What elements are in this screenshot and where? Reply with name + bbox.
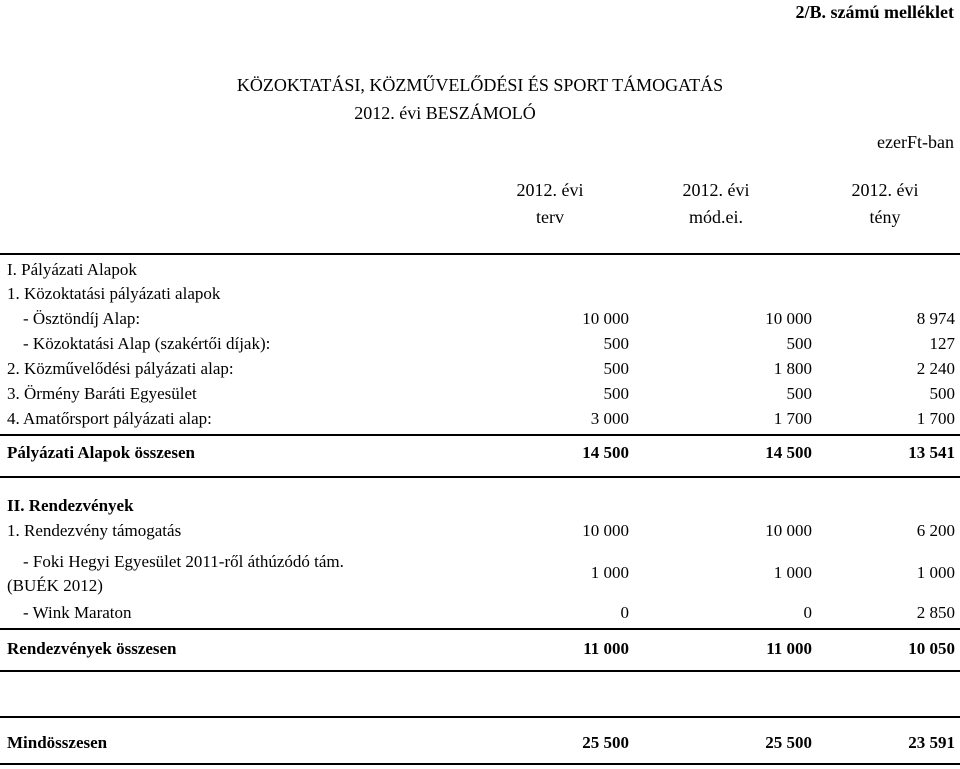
table-row bbox=[0, 409, 960, 433]
row-teny: 6 200 bbox=[916, 521, 955, 540]
divider bbox=[0, 253, 960, 255]
row-label: 4. Amatőrsport pályázati alap: bbox=[7, 409, 212, 428]
row-mod: 1 700 bbox=[773, 409, 812, 428]
section1-heading: I. Pályázati Alapok bbox=[7, 260, 137, 279]
grand-total-row bbox=[0, 733, 960, 757]
subtotal-teny: 10 050 bbox=[908, 639, 955, 658]
row-teny: 2 240 bbox=[916, 359, 955, 378]
row-mod: 500 bbox=[786, 334, 812, 353]
divider bbox=[0, 476, 960, 478]
row-terv: 500 bbox=[603, 359, 629, 378]
row-label: 2. Közművelődési pályázati alap: bbox=[7, 359, 234, 378]
row-label-continued: (BUÉK 2012) bbox=[7, 576, 103, 595]
table-row bbox=[0, 603, 960, 627]
row-label: - Ösztöndíj Alap: bbox=[23, 309, 141, 328]
col-teny-line2: tény bbox=[869, 207, 901, 227]
row-label: - Wink Maraton bbox=[23, 603, 132, 622]
row-terv: 10 000 bbox=[582, 309, 629, 328]
subtotal-teny: 13 541 bbox=[908, 443, 955, 462]
grand-total-terv: 25 500 bbox=[582, 733, 629, 752]
row-teny: 8 974 bbox=[916, 309, 955, 328]
row-terv: 10 000 bbox=[582, 521, 629, 540]
row-mod: 1 800 bbox=[773, 359, 812, 378]
page-subtitle-text: 2012. évi BESZÁMOLÓ bbox=[354, 103, 536, 123]
row-teny: 500 bbox=[929, 384, 955, 403]
row-teny: 1 000 bbox=[916, 563, 955, 582]
divider bbox=[0, 716, 960, 718]
subtotal-row bbox=[0, 639, 960, 663]
divider bbox=[0, 670, 960, 672]
table-row bbox=[0, 359, 960, 383]
subtotal-row bbox=[0, 443, 960, 467]
row-mod: 10 000 bbox=[765, 309, 812, 328]
table-row bbox=[0, 334, 960, 358]
row-teny: 1 700 bbox=[916, 409, 955, 428]
table-row bbox=[0, 309, 960, 333]
row-label: - Közoktatási Alap (szakértői díjak): bbox=[23, 334, 271, 353]
table-row bbox=[0, 552, 960, 600]
subtotal-terv: 14 500 bbox=[582, 443, 629, 462]
row-mod: 0 bbox=[803, 603, 812, 622]
row-terv: 500 bbox=[603, 384, 629, 403]
subtotal-mod: 14 500 bbox=[765, 443, 812, 462]
divider bbox=[0, 763, 960, 765]
divider bbox=[0, 628, 960, 630]
page-title: KÖZOKTATÁSI, KÖZMŰVELŐDÉSI ÉS SPORT TÁMOGATÁS bbox=[236, 75, 724, 95]
row-terv: 3 000 bbox=[590, 409, 629, 428]
grand-total-teny: 23 591 bbox=[908, 733, 955, 752]
section1-subheading: 1. Közoktatási pályázati alapok bbox=[7, 284, 221, 303]
row-terv: 500 bbox=[603, 334, 629, 353]
subtotal-mod: 11 000 bbox=[766, 639, 812, 658]
row-terv: 1 000 bbox=[590, 563, 629, 582]
subtotal-label: Pályázati Alapok összesen bbox=[7, 443, 195, 462]
col-mod-line1: 2012. évi bbox=[682, 180, 750, 200]
col-terv-line1: 2012. évi bbox=[516, 180, 584, 200]
row-label: 3. Örmény Baráti Egyesület bbox=[7, 384, 197, 403]
row-terv: 0 bbox=[620, 603, 629, 622]
row-teny: 127 bbox=[929, 334, 955, 353]
row-mod: 10 000 bbox=[765, 521, 812, 540]
row-teny: 2 850 bbox=[916, 603, 955, 622]
section2-heading: II. Rendezvények bbox=[7, 496, 134, 515]
row-mod: 1 000 bbox=[773, 563, 812, 582]
row-label: - Foki Hegyi Egyesület 2011-ről áthúzódó tám. bbox=[23, 552, 344, 571]
table-row bbox=[0, 384, 960, 408]
table-row bbox=[0, 521, 960, 545]
divider bbox=[0, 434, 960, 436]
unit-label: ezerFt-ban bbox=[877, 132, 954, 152]
annex-label: 2/B. számú melléklet bbox=[795, 2, 954, 22]
row-mod: 500 bbox=[786, 384, 812, 403]
col-teny-line1: 2012. évi bbox=[851, 180, 919, 200]
page-subtitle bbox=[0, 103, 960, 124]
subtotal-terv: 11 000 bbox=[583, 639, 629, 658]
grand-total-mod: 25 500 bbox=[765, 733, 812, 752]
col-terv-line2: terv bbox=[536, 207, 564, 227]
subtotal-label: Rendezvények összesen bbox=[7, 639, 177, 658]
grand-total-label: Mindösszesen bbox=[7, 733, 108, 752]
row-label: 1. Rendezvény támogatás bbox=[7, 521, 182, 540]
col-mod-line2: mód.ei. bbox=[689, 207, 743, 227]
